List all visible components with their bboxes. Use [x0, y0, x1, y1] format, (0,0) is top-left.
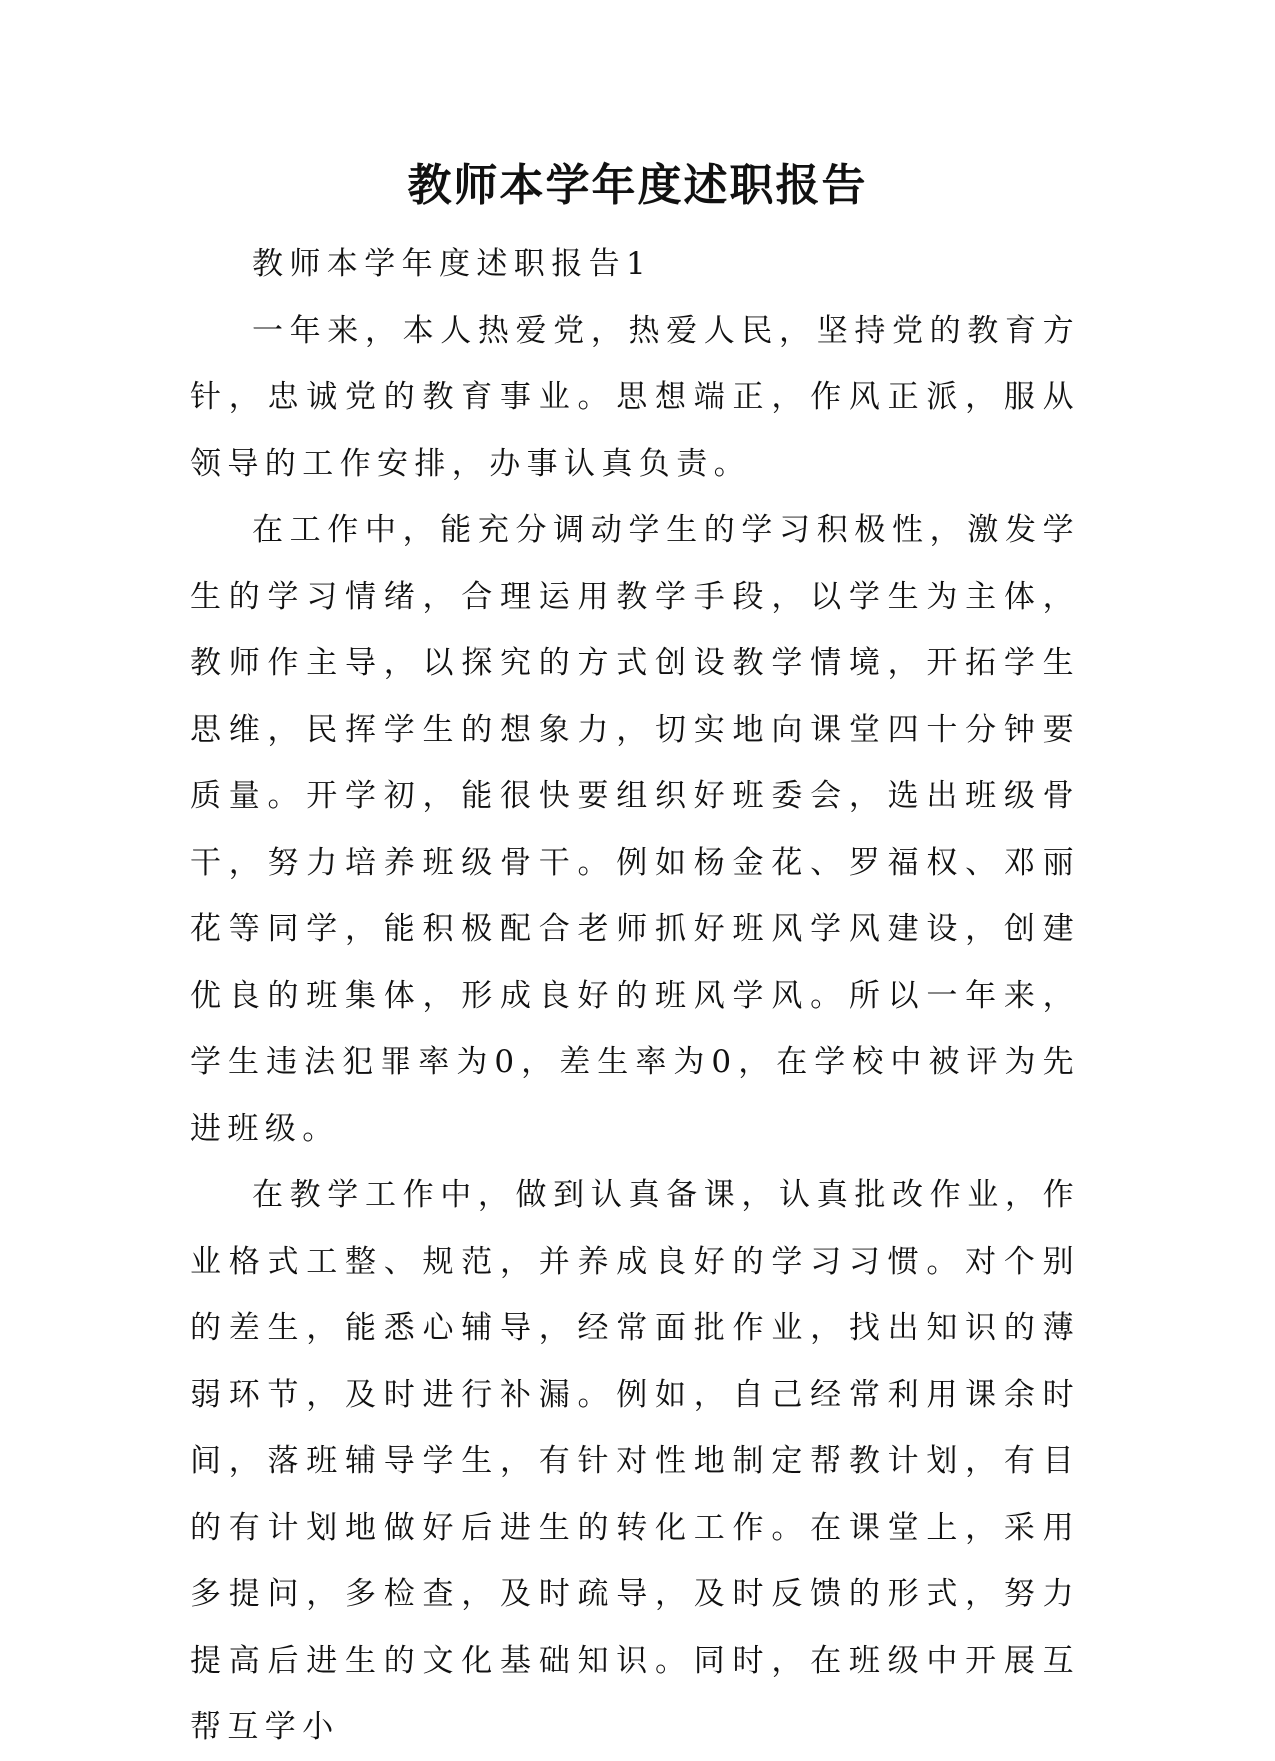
document-title: 教师本学年度述职报告 [407, 160, 868, 211]
document-body [190, 231, 1080, 1761]
paragraph-3: 在教学工作中，做到认真备课，认真批改作业，作业格式工整、规范，并养成良好的学习习惯。对个别的差生，能悉心辅导，经常面批作业，找出知识的薄弱环节，及时进行补漏。例如，自己经常利用课余时间，落班辅导学生，有针对性地制定帮教计划，有目的有计划地做好后进生的转化工作。在课堂上，采用多提问，多检查，及时疏导，及时反馈的形式，努力提高后进生的文化基础知识。同时，在班级中开展互帮互学小 [190, 1177, 1080, 1745]
paragraph-1: 一年来，本人热爱党，热爱人民，坚持党的教育方针，忠诚党的教育事业。思想端正，作风正派，服从领导的工作安排，办事认真负责。 [190, 312, 1080, 482]
report-subtitle: 教师本学年度述职报告1 [252, 246, 653, 282]
paragraph-2: 在工作中，能充分调动学生的学习积极性，激发学生的学习情绪，合理运用教学手段，以学生为主体，教师作主导，以探究的方式创设教学情境，开拓学生思维，民挥学生的想象力，切实地向课堂四十分钟要质量。开学初，能很快要组织好班委会，选出班级骨干，努力培养班级骨干。例如杨金花、罗福权、邓丽花等同学，能积极配合老师抓好班风学风建设，创建优良的班集体，形成良好的班风学风。所以一年来，学生违法犯罪率为0，差生率为0，在学校中被评为先进班级。 [190, 512, 1080, 1147]
